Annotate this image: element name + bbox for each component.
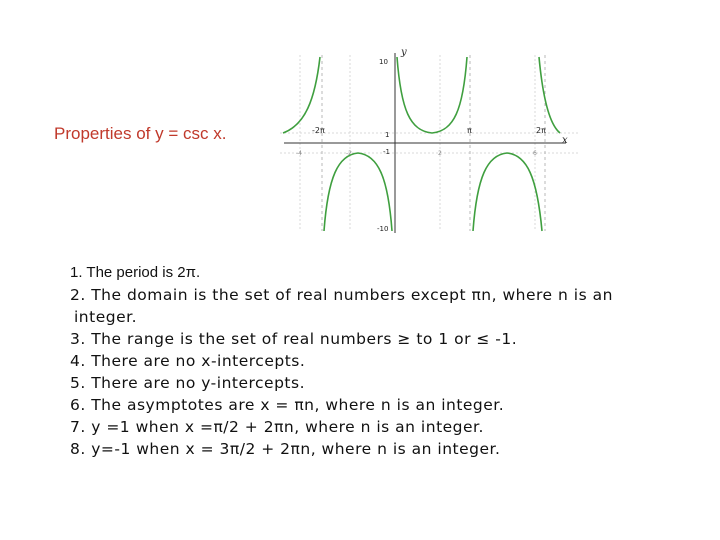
csc-branch-lower-1 [324, 153, 392, 231]
property-item-7: 7. y =1 when x =π/2 + 2πn, where n is an integer. [70, 418, 484, 436]
tick-pi: π [467, 126, 472, 135]
x-axis-label: x [562, 135, 568, 146]
property-item-8: 8. y=-1 when x = 3π/2 + 2πn, where n is an integer. [70, 440, 501, 458]
csc-branch-upper-1 [283, 57, 320, 133]
tick-y-top: 10 [379, 58, 388, 66]
tick-2pi: 2π [536, 126, 546, 135]
property-item-2: 2. The domain is the set of real numbers except πn, where n is an integer. [70, 286, 613, 326]
tick-2: 2 [438, 150, 442, 157]
csc-graph [280, 45, 580, 237]
csc-graph-svg [280, 45, 580, 237]
property-item-1: 1. The period is 2π. [70, 264, 201, 281]
property-item-5: 5. There are no y-intercepts. [70, 374, 306, 392]
csc-curves [283, 57, 560, 231]
property-item-6: 6. The asymptotes are x = πn, where n is an integer. [70, 396, 505, 414]
csc-branch-lower-2 [473, 153, 542, 231]
slide-title: Properties of y = csc x. [54, 124, 227, 143]
property-item-3: 3. The range is the set of real numbers ≥ to 1 or ≤ -1. [70, 330, 518, 348]
properties-list [70, 262, 670, 460]
tick-6: 6 [533, 150, 537, 157]
tick-y-bottom: -10 [377, 225, 389, 233]
property-item-4: 4. There are no x-intercepts. [70, 352, 306, 370]
tick-neg4: -4 [296, 150, 302, 157]
csc-branch-upper-2 [397, 57, 467, 133]
csc-branch-upper-3 [539, 57, 560, 133]
tick-neg-2pi: -2π [312, 126, 325, 135]
tick-neg2: -2 [346, 150, 352, 157]
tick-neg-one: -1 [383, 148, 390, 156]
tick-one: 1 [385, 131, 390, 139]
y-axis-label: y [401, 47, 407, 58]
